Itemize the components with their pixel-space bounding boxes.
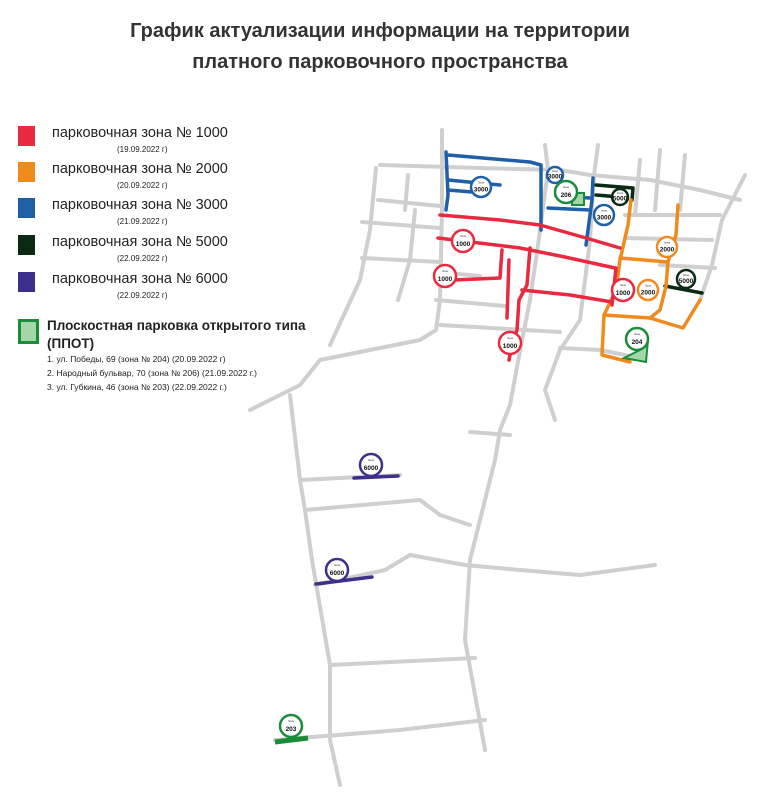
zone-marker-label: 6000 xyxy=(329,569,345,577)
zone-marker-caption: Зона xyxy=(288,720,294,724)
zone-marker-label: 204 xyxy=(631,338,643,346)
zone-1000-route xyxy=(507,260,509,318)
zone-marker-caption: Зона xyxy=(334,564,340,568)
zone-marker-caption: Зона xyxy=(368,459,374,463)
ppot-list-item: 3. ул. Губкина, 46 (зона № 203) (22.09.2022 г.) xyxy=(47,382,227,392)
zone-marker-204 xyxy=(626,328,648,350)
legend-swatch-2000 xyxy=(18,162,35,182)
legend-swatch-ppot xyxy=(18,319,39,344)
legend-label: парковочная зона № 3000 xyxy=(52,197,228,213)
legend-date: (22.09.2022 г) xyxy=(117,291,168,300)
zone-marker-caption: Зона xyxy=(645,284,651,288)
road xyxy=(315,555,655,585)
zone-1000-route xyxy=(522,290,612,302)
road xyxy=(470,432,510,435)
zone-marker-caption: Зона xyxy=(460,235,466,239)
legend-label: парковочная зона № 1000 xyxy=(52,125,228,141)
legend-label: парковочная зона № 2000 xyxy=(52,161,228,177)
road xyxy=(378,200,440,206)
zone-marker-caption: Зона xyxy=(620,284,626,288)
road xyxy=(250,130,442,410)
zone-marker-label: 5000 xyxy=(678,278,694,286)
zone-marker-label: 206 xyxy=(560,191,572,199)
zone-marker-2000-b xyxy=(638,280,658,300)
zone-marker-caption: Зона xyxy=(507,337,513,341)
road xyxy=(465,145,548,750)
zone-marker-1000-d xyxy=(612,279,634,301)
road xyxy=(305,500,470,525)
zone-marker-caption: Зона xyxy=(478,181,484,185)
zone-marker-caption: Зона xyxy=(601,209,607,213)
zone-marker-2000-a xyxy=(657,237,677,257)
road xyxy=(330,658,475,665)
legend-label: парковочная зона № 5000 xyxy=(52,234,228,250)
zone-marker-caption: Зона xyxy=(563,186,569,190)
zone-markers xyxy=(280,167,695,737)
zone-marker-3000-a xyxy=(471,177,491,197)
zone-marker-5000-b xyxy=(677,270,695,288)
road xyxy=(362,258,440,262)
legend-date: (20.09.2022 г) xyxy=(117,181,168,190)
legend-date: (19.09.2022 г) xyxy=(117,145,168,154)
road xyxy=(440,325,560,332)
zone-marker-3000-b xyxy=(594,205,614,225)
zone-marker-label: 1000 xyxy=(437,275,453,283)
road-network xyxy=(250,130,745,785)
ppot-list-item: 1. ул. Победы, 69 (зона № 204) (20.09.2022 г) xyxy=(47,354,226,364)
zone-3000-route xyxy=(548,208,590,210)
zone-marker-caption: Зона xyxy=(683,273,689,277)
zone-marker-1000-c xyxy=(499,332,521,354)
legend-swatch-1000 xyxy=(18,126,35,146)
zone-marker-label: 1000 xyxy=(502,342,518,350)
zone-marker-5000-a xyxy=(612,189,628,205)
road xyxy=(680,155,685,210)
zone-marker-label: 3000 xyxy=(547,173,563,181)
zone-marker-206 xyxy=(555,181,577,203)
zone-marker-label: 2000 xyxy=(640,289,656,297)
road xyxy=(655,150,660,210)
legend-swatch-3000 xyxy=(18,198,35,218)
page-title: График актуализации информации на территории платного парковочного пространства xyxy=(130,20,630,73)
zone-3000-route xyxy=(448,190,472,192)
road xyxy=(362,222,440,228)
zone-marker-label: 203 xyxy=(285,725,297,733)
zone-marker-caption: Зона xyxy=(664,241,670,245)
zone-marker-1000-a xyxy=(452,230,474,252)
zone-marker-label: 3000 xyxy=(473,186,489,194)
zone-marker-6000-a xyxy=(360,454,382,476)
zone-marker-label: 1000 xyxy=(615,289,631,297)
legend-date: (22.09.2022 г) xyxy=(117,254,168,263)
legend-date: (21.09.2022 г) xyxy=(117,217,168,226)
zone-marker-1000-b xyxy=(434,265,456,287)
zone-marker-3000-c xyxy=(547,167,563,183)
zone-marker-6000-b xyxy=(326,559,348,581)
zone-marker-label: 6000 xyxy=(363,464,379,472)
ppot-title: Плоскостная парковка открытого типа (ППОТ) xyxy=(47,318,306,351)
zone-marker-label: 3000 xyxy=(596,214,612,222)
zone-marker-label: 5000 xyxy=(612,195,628,203)
zone-marker-caption: Зона xyxy=(552,170,558,174)
zone-6000-route xyxy=(354,476,398,478)
zone-marker-label: 1000 xyxy=(455,240,471,248)
road xyxy=(436,300,505,306)
zone-2000-route xyxy=(604,315,650,318)
legend-label: парковочная зона № 6000 xyxy=(52,271,228,287)
zone-marker-caption: Зона xyxy=(634,333,640,337)
legend-swatch-6000 xyxy=(18,272,35,292)
zone-marker-label: 2000 xyxy=(659,246,675,254)
road xyxy=(635,160,640,215)
ppot-list-item: 2. Народный бульвар, 70 (зона № 206) (21.09.2022 г.) xyxy=(47,368,257,378)
legend-swatch-5000 xyxy=(18,235,35,255)
zone-marker-caption: Зона xyxy=(442,270,448,274)
zone-marker-203 xyxy=(280,715,302,737)
zone-marker-caption: Зона xyxy=(617,192,623,196)
